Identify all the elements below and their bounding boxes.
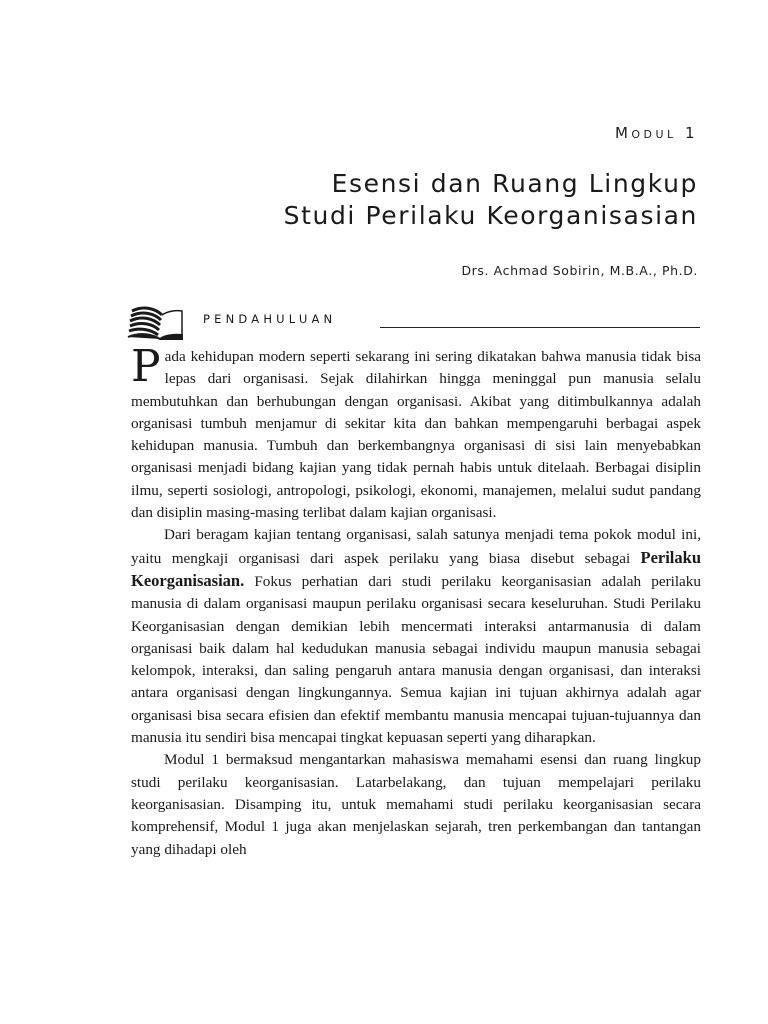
chapter-title-line-1: Esensi dan Ruang Lingkup — [331, 169, 698, 198]
section-divider — [380, 327, 700, 328]
body-text — [131, 341, 701, 861]
chapter-title-line-2: Studi Perilaku Keorganisasian — [283, 201, 698, 230]
paragraph-2 — [131, 524, 701, 749]
paragraph-2-text-a: Dari beragam kajian tentang organisasi, salah satunya menjadi tema pokok modul ini, yaitu mengkaji organisasi dari aspek perilaku yang biasa disebut sebagai — [131, 526, 701, 567]
module-label-text: Modul 1 — [614, 124, 698, 142]
key-term: Perilaku Keorganisasian. — [131, 547, 701, 590]
module-label — [615, 124, 698, 142]
author-name: Drs. Achmad Sobirin, M.B.A., Ph.D. — [461, 263, 698, 278]
section-heading-pendahuluan: PENDAHULUAN — [203, 312, 337, 326]
paragraph-1 — [131, 341, 701, 524]
paragraph-2-text-b: Fokus perhatian dari studi perilaku keorganisasian adalah perilaku manusia di dalam organisasi maupun perilaku organisasi secara keseluruhan. Studi Perilaku Keorganisasian dengan demikian lebih mencermati interaksi antarmanusia di dalam organisasi baik dalam hal kedudukan manusia sebagai individu maupun manusia sebagai kelompok, interaksi, dan saling pengaruh antara manusia dengan organisasi, dan interaksi antara organisasi dengan lingkungannya. Semua kajian ini tujuan akhirnya adalah agar organisasi bisa secara efisien dan efektif membantu manusia mencapai tujuan-tujuannya dan manusia itu sendiri bisa mencapai tingkat kepuasan seperti yang diharapkan. — [131, 572, 701, 747]
chapter-title — [284, 168, 698, 232]
paragraph-1-text: ada kehidupan modern seperti sekarang ini sering dikatakan bahwa manusia tidak bisa lepas dari organisasi. Sejak dilahirkan hingga meninggal pun manusia selalu membutuhkan dan berhubungan dengan organisasi. Akibat yang ditimbulkannya adalah organisasi tumbuh menjamur di sekitar kita dan bahkan mempengaruhi berbagai aspek kehidupan manusia. Tumbuh dan berkembangnya organisasi di sisi lain menyebabkan organisasi menjadi bidang kajian yang tidak pernah habis untuk ditelaah. Berbagai disiplin ilmu, seperti sosiologi, antropologi, psikologi, ekonomi, manajemen, melalui sudut pandang dan disiplin masing-masing terlibat dalam kajian organisasi. — [131, 348, 701, 522]
drop-cap: P — [131, 341, 161, 392]
paragraph-3: Modul 1 bermaksud mengantarkan mahasiswa memahami esensi dan ruang lingkup studi perilaku keorganisasian. Latarbelakang, dan tujuan mempelajari perilaku keorganisasian. Disamping itu, untuk memahami studi perilaku keorganisasian secara komprehensif, Modul 1 juga akan menjelaskan sejarah, tren perkembangan dan tantangan yang dihadapi oleh — [131, 751, 701, 858]
open-book-icon — [126, 303, 186, 341]
